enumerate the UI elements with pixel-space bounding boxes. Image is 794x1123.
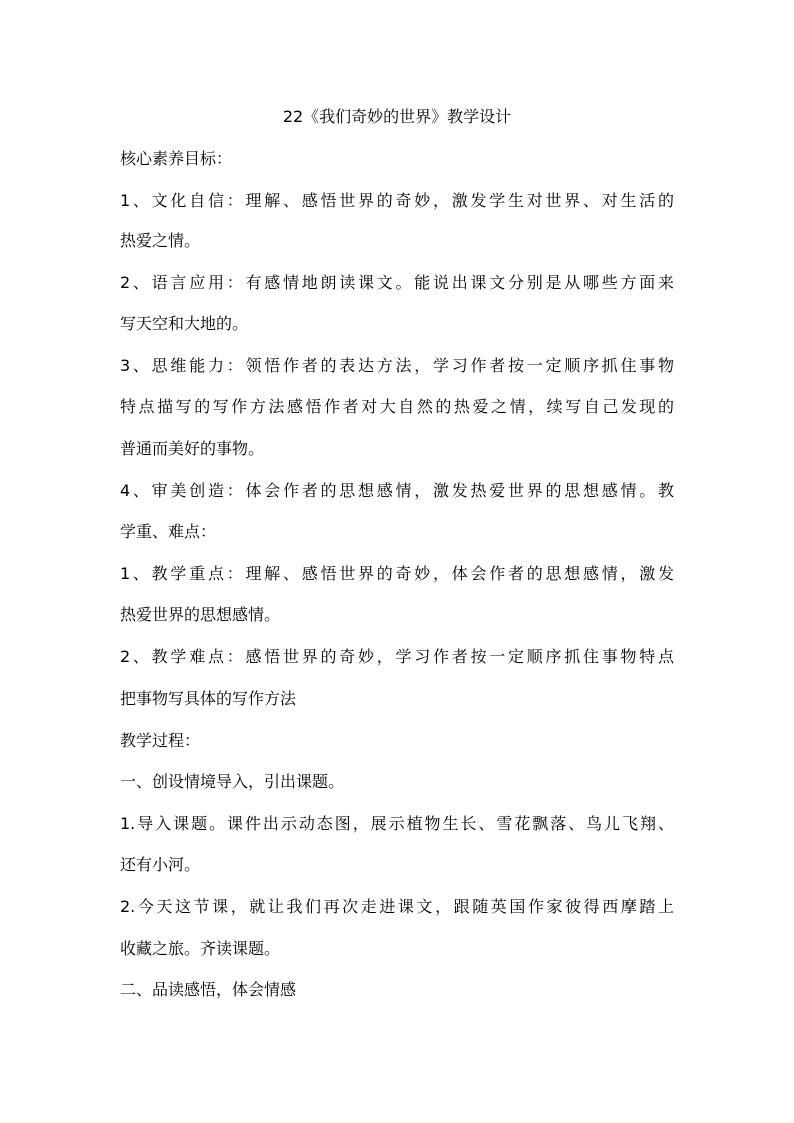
text-line: 二、品读感悟，体会情感 [120, 980, 297, 999]
text-line: 一、创设情境导入，引出课题。 [120, 772, 345, 791]
text-line: 1、教学重点：理解、感悟世界的奇妙，体会作者的思想感情，激发 [120, 564, 674, 583]
text-line: 热爱世界的思想感情。 [120, 605, 281, 624]
text-line: 2、教学难点：感悟世界的奇妙，学习作者按一定顺序抓住事物特点 [120, 647, 674, 666]
text-line: 教学过程： [120, 731, 201, 750]
text-line: 2、语言应用：有感情地朗读课文。能说出课文分别是从哪些方面来 [120, 273, 674, 292]
text-line: 普通而美好的事物。 [120, 439, 265, 458]
text-line: 还有小河。 [120, 855, 201, 874]
text-line: 写天空和大地的。 [120, 314, 249, 333]
text-line: 收藏之旅。齐读课题。 [120, 939, 281, 958]
document-title: 22《我们奇妙的世界》教学设计 [282, 107, 512, 126]
text-line: 2.今天这节课，就让我们再次走进课文，跟随英国作家彼得西摩踏上 [120, 897, 674, 916]
text-line: 3、思维能力：领悟作者的表达方法，学习作者按一定顺序抓住事物 [120, 356, 674, 375]
text-line: 把事物写具体的写作方法 [120, 689, 297, 708]
text-line: 4、审美创造：体会作者的思想感情，激发热爱世界的思想感情。教 [120, 481, 674, 500]
text-line: 学重、难点： [120, 522, 217, 541]
text-line: 热爱之情。 [120, 231, 201, 250]
text-line: 1、文化自信：理解、感悟世界的奇妙，激发学生对世界、对生活的 [120, 191, 674, 210]
text-line: 核心素养目标： [120, 149, 233, 168]
text-line: 1.导入课题。课件出示动态图，展示植物生长、雪花飘落、鸟儿飞翔、 [120, 814, 674, 833]
text-line: 特点描写的写作方法感悟作者对大自然的热爱之情，续写自己发现的 [120, 397, 674, 416]
